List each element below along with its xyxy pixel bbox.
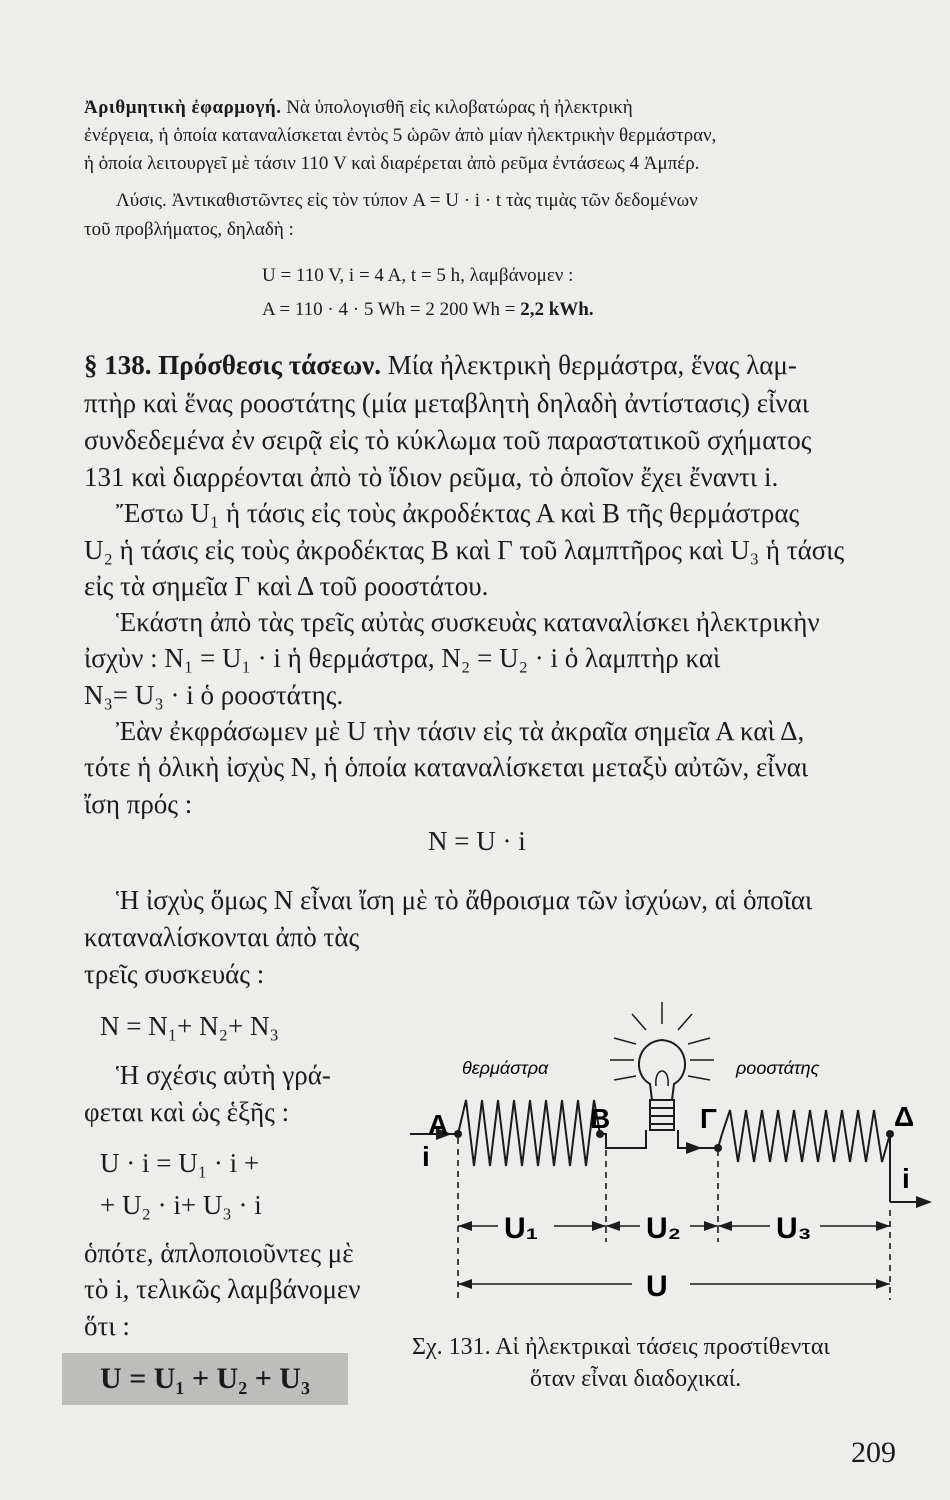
section-line: καταναλίσκονται ἀπὸ τὰς — [84, 922, 360, 952]
figure-caption-line-1: Σχ. 131. Αἱ ἠλεκτρικαὶ τάσεις προστίθενται — [412, 1334, 830, 1360]
solution-line-2: τοῦ προβλήματος, δηλαδὴ : — [84, 219, 294, 240]
equation-sum: N = N₁+ N₂+ N₃ — [100, 1011, 279, 1041]
section-line: Ἡ σχέσις αὐτὴ γρά- — [116, 1060, 331, 1090]
equation-expanded-2: + U₂ · i+ U₃ · i — [100, 1190, 262, 1220]
section-line: φεται καὶ ὡς ἑξῆς : — [84, 1097, 290, 1127]
label-current-left: i — [422, 1141, 430, 1172]
figure-131-voltages — [400, 1130, 940, 1310]
section-line: συνδεδεμένα ἐν σειρᾷ εἰς τὸ κύκλωμα τοῦ παραστατικοῦ σχήματος — [84, 425, 812, 455]
solution-label: Λύσις. — [116, 190, 167, 211]
example-text-1: Νὰ ὑπολογισθῆ εἰς κιλοβατώρας ἡ ἠλεκτρικὴ — [281, 97, 633, 118]
section-line: ὁπότε, ἁπλοποιοῦντες μὲ — [84, 1238, 354, 1268]
section-line: ὅτι : — [84, 1311, 130, 1341]
label-current-right: i — [902, 1163, 910, 1194]
section-title: Πρόσθεσις τάσεων. — [158, 350, 381, 380]
example-line-2: ἐνέργεια, ἡ ὁποία καταναλίσκεται ἐντὸς 5 ὡρῶν ἀπὸ μίαν ἠλεκτρικὴν θερμάστραν, — [84, 125, 717, 146]
section-line: πτὴρ καὶ ἕνας ροοστάτης (μία μεταβλητὴ δηλαδὴ ἀντίστασις) εἶναι — [84, 388, 809, 418]
calculation-prefix: A = 110 · 4 · 5 Wh = 2 200 Wh = — [262, 299, 521, 320]
equation-expanded-1: U · i = U₁ · i + — [100, 1148, 260, 1178]
page-number: 209 — [851, 1436, 896, 1469]
section-line: N₃= U₃ · i ὁ ροοστάτης. — [84, 680, 344, 710]
label-point-a: Α — [428, 1109, 449, 1140]
solution-text-1: Ἀντικαθιστῶντες εἰς τὸν τύπον A = U · i · t τὰς τιμὰς τῶν δεδομένων — [166, 190, 698, 211]
solution-line-1 — [116, 190, 698, 212]
example-line-3: ἡ ὁποία λειτουργεῖ μὲ τάσιν 110 V καὶ διαρέρεται ἀπὸ ρεῦμα ἐντάσεως 4 Ἀμπέρ. — [84, 153, 700, 174]
section-line: Ἑκάστη ἀπὸ τὰς τρεῖς αὐτὰς συσκευὰς καταναλίσκει ἠλεκτρικὴν — [116, 607, 820, 637]
example-title: Ἀριθμητικὴ ἐφαρμογή. — [84, 97, 282, 118]
equation-total-power: N = U · i — [428, 826, 526, 856]
label-point-b: Β — [590, 1103, 611, 1134]
section-line: τρεῖς συσκευάς : — [84, 959, 265, 989]
section-line: Ἡ ἰσχὺς ὅμως N εἶναι ἴση μὲ τὸ ἄθροισμα τῶν ἰσχύων, αἱ ὁποῖαι — [116, 885, 813, 915]
label-rheostat: ροοστάτης — [736, 1058, 820, 1078]
section-line: εἰς τὰ σημεῖα Γ καὶ Δ τοῦ ροοστάτου. — [84, 571, 489, 601]
section-line: Ἔστω U₁ ἡ τάσις εἰς τοὺς ἀκροδέκτας Α καὶ Β τῆς θερμάστρας — [116, 498, 800, 528]
label-u-total: U — [646, 1270, 668, 1303]
label-u1: U₁ — [504, 1212, 539, 1245]
section-line: ἰσχὺν : N₁ = U₁ · i ἡ θερμάστρα, N₂ = U₂ · i ὁ λαμπτὴρ καὶ — [84, 643, 721, 673]
result-box: U = U₁ + U₂ + U₃ — [62, 1353, 348, 1405]
calculation-result: 2,2 kWh. — [520, 299, 594, 320]
label-u3: U₃ — [776, 1212, 812, 1245]
figure-caption-line-2: ὅταν εἶναι διαδοχικαί. — [530, 1366, 742, 1392]
section-heading-line — [84, 350, 797, 381]
section-line: Ἐὰν ἐκφράσωμεν μὲ U τὴν τάσιν εἰς τὰ ἀκραῖα σημεῖα Α καὶ Δ, — [116, 716, 805, 746]
example-line-1 — [84, 97, 633, 119]
label-point-d: Δ — [894, 1101, 915, 1132]
given-values: U = 110 V, i = 4 A, t = 5 h, λαμβάνομεν : — [262, 265, 574, 286]
section-line: 131 καὶ διαρρέονται ἀπὸ τὸ ἴδιον ρεῦμα, τὸ ὁποῖον ἔχει ἔναντι i. — [84, 462, 779, 492]
calculation — [262, 299, 594, 321]
label-u2: U₂ — [646, 1212, 681, 1245]
section-line: ἴση πρός : — [84, 789, 193, 819]
label-heater: θερμάστρα — [462, 1058, 549, 1078]
bulb-icon — [639, 1040, 685, 1130]
section-line: U₂ ἡ τάσις εἰς τοὺς ἀκροδέκτας Β καὶ Γ τοῦ λαμπτῆρος καὶ U₃ ἡ τάσις — [84, 535, 845, 565]
section-number: § 138. — [84, 350, 152, 380]
section-line: τότε ἡ ὀλικὴ ἰσχὺς N, ἡ ὁποία καταναλίσκεται μεταξὺ αὐτῶν, εἶναι — [84, 752, 809, 782]
label-point-g: Γ — [700, 1103, 717, 1134]
section-line: τὸ i, τελικῶς λαμβάνομεν — [84, 1274, 361, 1304]
section-text-0: Μία ἠλεκτρικὴ θερμάστρα, ἕνας λαμ- — [381, 350, 797, 380]
